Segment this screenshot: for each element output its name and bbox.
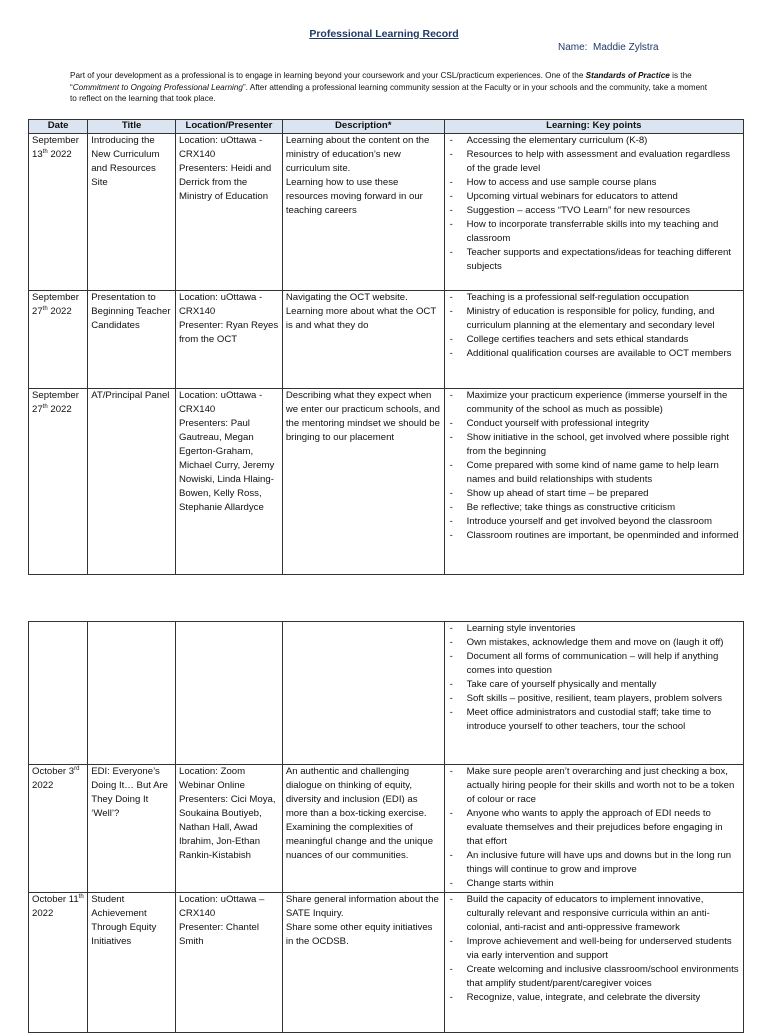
cell-location	[176, 291, 283, 389]
key-point-item: - Ministry of education is responsible for policy, funding, and curriculum planning at the elementary and secondary level	[448, 305, 740, 333]
header-location: Location/Presenter	[176, 120, 283, 134]
key-point-item: - Anyone who wants to apply the approach of EDI needs to evaluate themselves and their prejudices before engaging in that effort	[448, 807, 740, 849]
key-point-item: - Soft skills – positive, resilient, team players, problem solvers	[448, 692, 740, 706]
date-year: 2022	[47, 306, 72, 317]
date-suffix: rd	[74, 765, 80, 772]
key-point-item: - Upcoming virtual webinars for educators to attend	[448, 190, 740, 204]
intro-emphasis-standards: Standards of Practice	[585, 71, 670, 80]
key-point-item: - Learning style inventories	[448, 622, 740, 636]
date-suffix: th	[42, 403, 48, 410]
date-main: October 11	[32, 894, 79, 905]
key-point-item: - Accessing the elementary curriculum (K-8)	[448, 134, 740, 148]
cell-key-points	[444, 134, 743, 291]
date-main: September 27	[32, 390, 79, 415]
key-point-item: - Conduct yourself with professional integrity	[448, 417, 740, 431]
table-row	[29, 134, 744, 291]
intro-text-a: Part of your development as a professional is to engage in learning beyond your coursework and your CSL/practicum experiences. One of the	[70, 71, 586, 80]
key-point-item: - Own mistakes, acknowledge them and move on (laugh it off)	[448, 636, 740, 650]
cell-key-points	[444, 291, 743, 389]
cell-location	[176, 389, 283, 575]
key-point-item: - Take care of yourself physically and mentally	[448, 678, 740, 692]
cell-key-points	[444, 389, 743, 575]
cell-date	[29, 291, 88, 389]
cell-description: Navigating the OCT website. Learning more about what the OCT is and what they do	[282, 291, 444, 389]
key-points-list	[448, 893, 740, 1005]
table-row	[29, 389, 744, 575]
presenters-text: Presenters: Paul Gautreau, Megan Egerton-Graham, Michael Curry, Jeremy Nowiski, Linda Hlaing-Bowen, Kelly Ross, Stephanie Allardyce	[179, 418, 275, 513]
intro-text-e: ”. After attending a professional learning community session at the Faculty or in your schools and the community, take a moment to reflect on the learning that took place.	[70, 82, 707, 103]
date-suffix: th	[78, 893, 84, 900]
cell-date	[29, 134, 88, 291]
name-line	[558, 42, 659, 53]
cell-date	[29, 622, 88, 765]
intro-paragraph	[70, 70, 710, 105]
key-point-item: - Maximize your practicum experience (immerse yourself in the community of the school as much as possible)	[448, 389, 740, 417]
key-points-list	[448, 291, 740, 361]
key-point-item: - Change starts within	[448, 877, 740, 891]
cell-key-points	[444, 622, 743, 765]
date-main: October 3	[32, 766, 75, 777]
presenters-text: Presenters: Heidi and Derrick from the Ministry of Education	[179, 163, 272, 202]
key-point-item: - Suggestion – access “TVO Learn” for new resources	[448, 204, 740, 218]
key-point-item: - Make sure people aren’t overarching and just checking a box, actually hiring people for their skills and worth not to be a token of colour or race	[448, 765, 740, 807]
cell-location	[176, 134, 283, 291]
cell-title: AT/Principal Panel	[88, 389, 176, 575]
intro-emphasis-commitment: Commitment to Ongoing Professional Learning	[72, 82, 243, 92]
header-key-points: Learning: Key points	[444, 120, 743, 134]
key-point-item: - Improve achievement and well-being for underserved students via early intervention and support	[448, 935, 740, 963]
header-description: Description*	[282, 120, 444, 134]
table-row	[29, 622, 744, 765]
key-point-item: - Create welcoming and inclusive classroom/school environments that amplify student/parent/caregiver voices	[448, 963, 740, 991]
name-value: Maddie Zylstra	[593, 42, 659, 53]
key-point-item: - How to incorporate transferrable skills into my teaching and classroom	[448, 218, 740, 246]
table-header-row	[29, 120, 744, 134]
key-point-item: - Recognize, value, integrate, and celebrate the diversity	[448, 991, 740, 1005]
date-suffix: th	[42, 148, 48, 155]
name-label: Name:	[558, 42, 588, 53]
key-point-item: - Build the capacity of educators to implement innovative, culturally relevant and responsive curricula within an anti-colonial, anti-racist and anti-oppressive framework	[448, 893, 740, 935]
cell-location	[176, 893, 283, 1033]
cell-description: An authentic and challenging dialogue on thinking of equity, diversity and inclusion (EDI) as more than a box-ticking exercise. Examining the complexities of meaningful change and the unique nuances of our communities.	[282, 765, 444, 893]
cell-description: Describing what they expect when we enter our practicum schools, and the mentoring mindset we should be bringing to our placement	[282, 389, 444, 575]
cell-description	[282, 622, 444, 765]
key-point-item: - Introduce yourself and get involved beyond the classroom	[448, 515, 740, 529]
key-points-list	[448, 765, 740, 891]
cell-title	[88, 622, 176, 765]
key-point-item: - How to access and use sample course plans	[448, 176, 740, 190]
presenters-text: Presenter: Chantel Smith	[179, 922, 259, 947]
key-points-list	[448, 389, 740, 543]
key-point-item: - Document all forms of communication – will help if anything comes into question	[448, 650, 740, 678]
learning-record-table	[28, 119, 744, 575]
intro-text-c: is the “	[70, 71, 692, 92]
key-point-item: - Be reflective; take things as constructive criticism	[448, 501, 740, 515]
header-date: Date	[29, 120, 88, 134]
table-row	[29, 893, 744, 1033]
date-main: September 27	[32, 292, 79, 317]
presenters-text: Presenter: Ryan Reyes from the OCT	[179, 320, 279, 345]
cell-key-points	[444, 765, 743, 893]
key-point-item: - Show initiative in the school, get involved where possible right from the beginning	[448, 431, 740, 459]
cell-title: Presentation to Beginning Teacher Candidates	[88, 291, 176, 389]
cell-location	[176, 622, 283, 765]
cell-date	[29, 893, 88, 1033]
location-text: Location: uOttawa - CRX140	[179, 292, 263, 317]
table-row	[29, 765, 744, 893]
cell-description: Share general information about the SATE Inquiry. Share some other equity initiatives in the OCDSB.	[282, 893, 444, 1033]
cell-title: Introducing the New Curriculum and Resources Site	[88, 134, 176, 291]
cell-date	[29, 765, 88, 893]
date-suffix: th	[42, 305, 48, 312]
key-points-list	[448, 134, 740, 274]
location-text: Location: uOttawa – CRX140	[179, 894, 265, 919]
cell-description: Learning about the content on the ministry of education’s new curriculum site. Learning how to use these resources moving forward in our teaching careers	[282, 134, 444, 291]
date-year: 2022	[32, 908, 54, 919]
cell-title: Student Achievement Through Equity Initiatives	[88, 893, 176, 1033]
table-row	[29, 291, 744, 389]
key-point-item: - Additional qualification courses are available to OCT members	[448, 347, 740, 361]
key-point-item: - Come prepared with some kind of name game to help learn names and build relationships with students	[448, 459, 740, 487]
key-point-item: - College certifies teachers and sets ethical standards	[448, 333, 740, 347]
key-point-item: - Meet office administrators and custodial staff; take time to introduce yourself to other teachers, tour the school	[448, 706, 740, 734]
cell-key-points	[444, 893, 743, 1033]
cell-title: EDI: Everyone’s Doing It… But Are They Doing It ‘Well’?	[88, 765, 176, 893]
header-title: Title	[88, 120, 176, 134]
presenters-text: Presenters: Cici Moya, Soukaina Boutiyeb, Nathan Hall, Awad Ibrahim, Jon-Ethan Rankin-Kistabish	[179, 794, 276, 861]
location-text: Location: uOttawa - CRX140	[179, 390, 263, 415]
date-year: 2022	[47, 149, 72, 160]
key-point-item: - An inclusive future will have ups and downs but in the long run things will continue to grow and improve	[448, 849, 740, 877]
key-point-item: - Teacher supports and expectations/ideas for teaching different subjects	[448, 246, 740, 274]
learning-record-table-continued	[28, 621, 744, 1033]
key-point-item: - Resources to help with assessment and evaluation regardless of the grade level	[448, 148, 740, 176]
date-year: 2022	[32, 780, 54, 791]
key-points-list	[448, 622, 740, 734]
date-year: 2022	[47, 404, 72, 415]
cell-location	[176, 765, 283, 893]
key-point-item: - Classroom routines are important, be openminded and informed	[448, 529, 740, 543]
location-text: Location: Zoom Webinar Online	[179, 766, 246, 791]
location-text: Location: uOttawa - CRX140	[179, 135, 263, 160]
key-point-item: - Teaching is a professional self-regulation occupation	[448, 291, 740, 305]
key-point-item: - Show up ahead of start time – be prepared	[448, 487, 740, 501]
date-main: September 13	[32, 135, 79, 160]
document-title: Professional Learning Record	[309, 28, 459, 40]
cell-date	[29, 389, 88, 575]
